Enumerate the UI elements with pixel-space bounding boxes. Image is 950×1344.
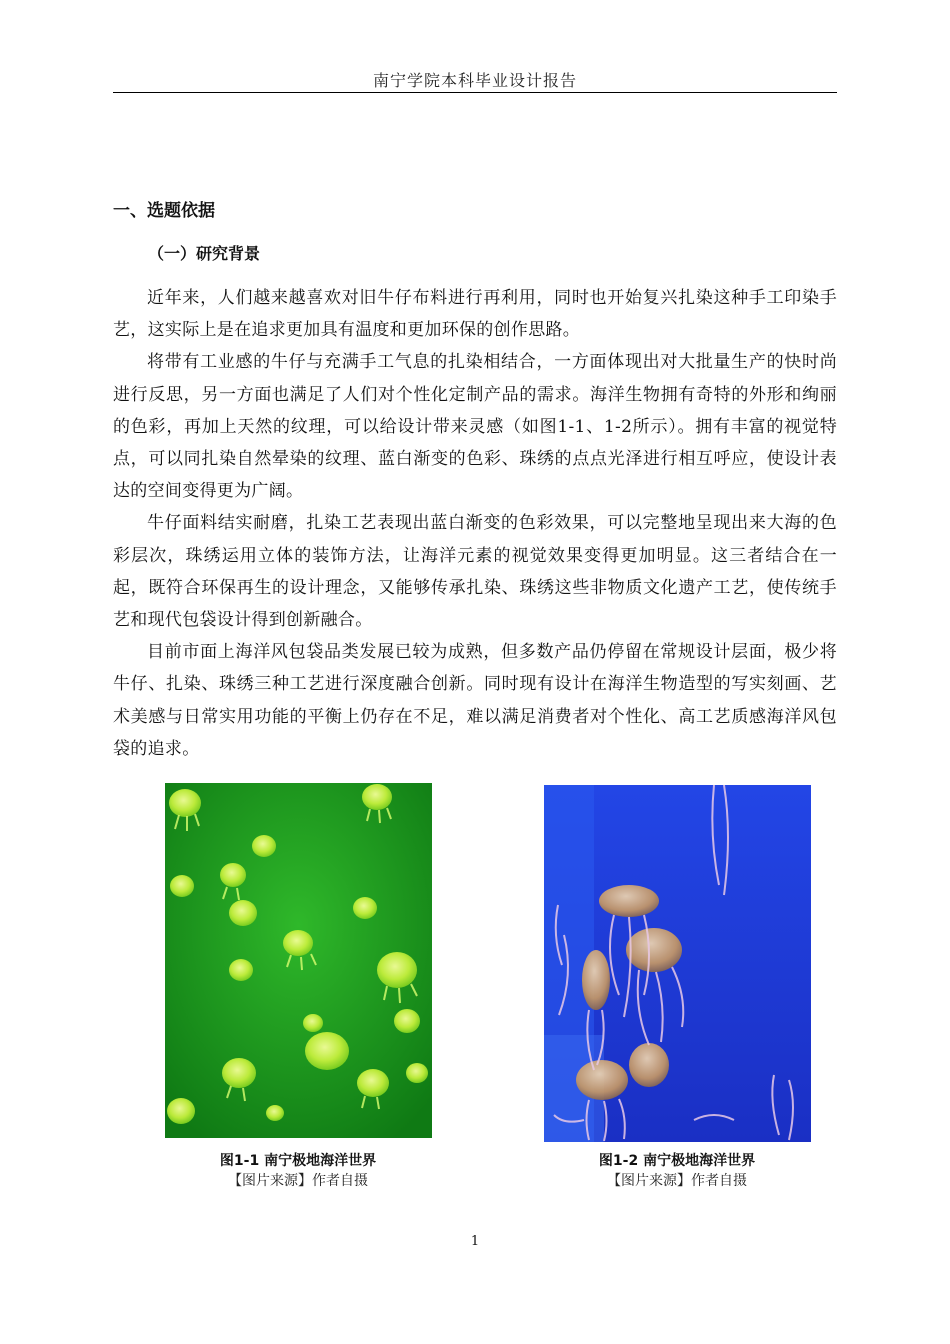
figure-2-title: 图1-2 南宁极地海洋世界 — [598, 1153, 756, 1169]
blue-jellyfish-image — [544, 785, 811, 1142]
figure-1-caption — [148, 1150, 448, 1190]
subsection-heading: （一）研究背景 — [148, 244, 261, 263]
page-header: 南宁学院本科毕业设计报告 — [372, 71, 577, 90]
page-number: 1 — [470, 1234, 480, 1249]
paragraph-4: 目前市面上海洋风包袋品类发展已较为成熟，但多数产品仍停留在常规设计层面，极少将牛仔、扎染、珠绣三种工艺进行深度融合创新。同时现有设计在海洋生物造型的写实刻画、艺术美感与日常实用功能的平衡上仍存在不足，难以满足消费者对个性化、高工艺质感海洋风包袋的追求。 — [113, 642, 837, 759]
figure-1-title: 图1-1 南宁极地海洋世界 — [219, 1153, 377, 1169]
paragraph-1: 近年来，人们越来越喜欢对旧牛仔布料进行再利用，同时也开始复兴扎染这种手工印染手艺，这实际上是在追求更加具有温度和更加环保的创作思路。 — [113, 288, 837, 341]
body-text — [113, 282, 837, 765]
green-jellyfish-image — [165, 783, 432, 1138]
figure-2-source: 【图片来源】作者自摄 — [607, 1173, 747, 1189]
header-rule — [113, 92, 837, 93]
paragraph-3: 牛仔面料结实耐磨，扎染工艺表现出蓝白渐变的色彩效果，可以完整地呈现出来大海的色彩层次，珠绣运用立体的装饰方法，让海洋元素的视觉效果变得更加明显。这三者结合在一起，既符合环保再生的设计理念，又能够传承扎染、珠绣这些非物质文化遗产工艺，使传统手艺和现代包袋设计得到创新融合。 — [113, 513, 837, 631]
figure-2-photo — [544, 785, 811, 1142]
figure-2-caption — [527, 1150, 827, 1190]
paragraph-2: 将带有工业感的牛仔与充满手工气息的扎染相结合，一方面体现出对大批量生产的快时尚进行反思，另一方面也满足了人们对个性化定制产品的需求。海洋生物拥有奇特的外形和绚丽的色彩，再加上天然的纹理，可以给设计带来灵感（如图1-1、1-2所示）。拥有丰富的视觉特点，可以同扎染自然晕染的纹理、蓝白渐变的色彩、珠绣的点点光泽进行相互呼应，使设计表达的空间变得更为广阔。 — [113, 352, 837, 502]
figure-1-photo — [165, 783, 432, 1138]
section-heading: 一、选题依据 — [113, 201, 215, 221]
figure-1-source: 【图片来源】作者自摄 — [228, 1173, 368, 1189]
